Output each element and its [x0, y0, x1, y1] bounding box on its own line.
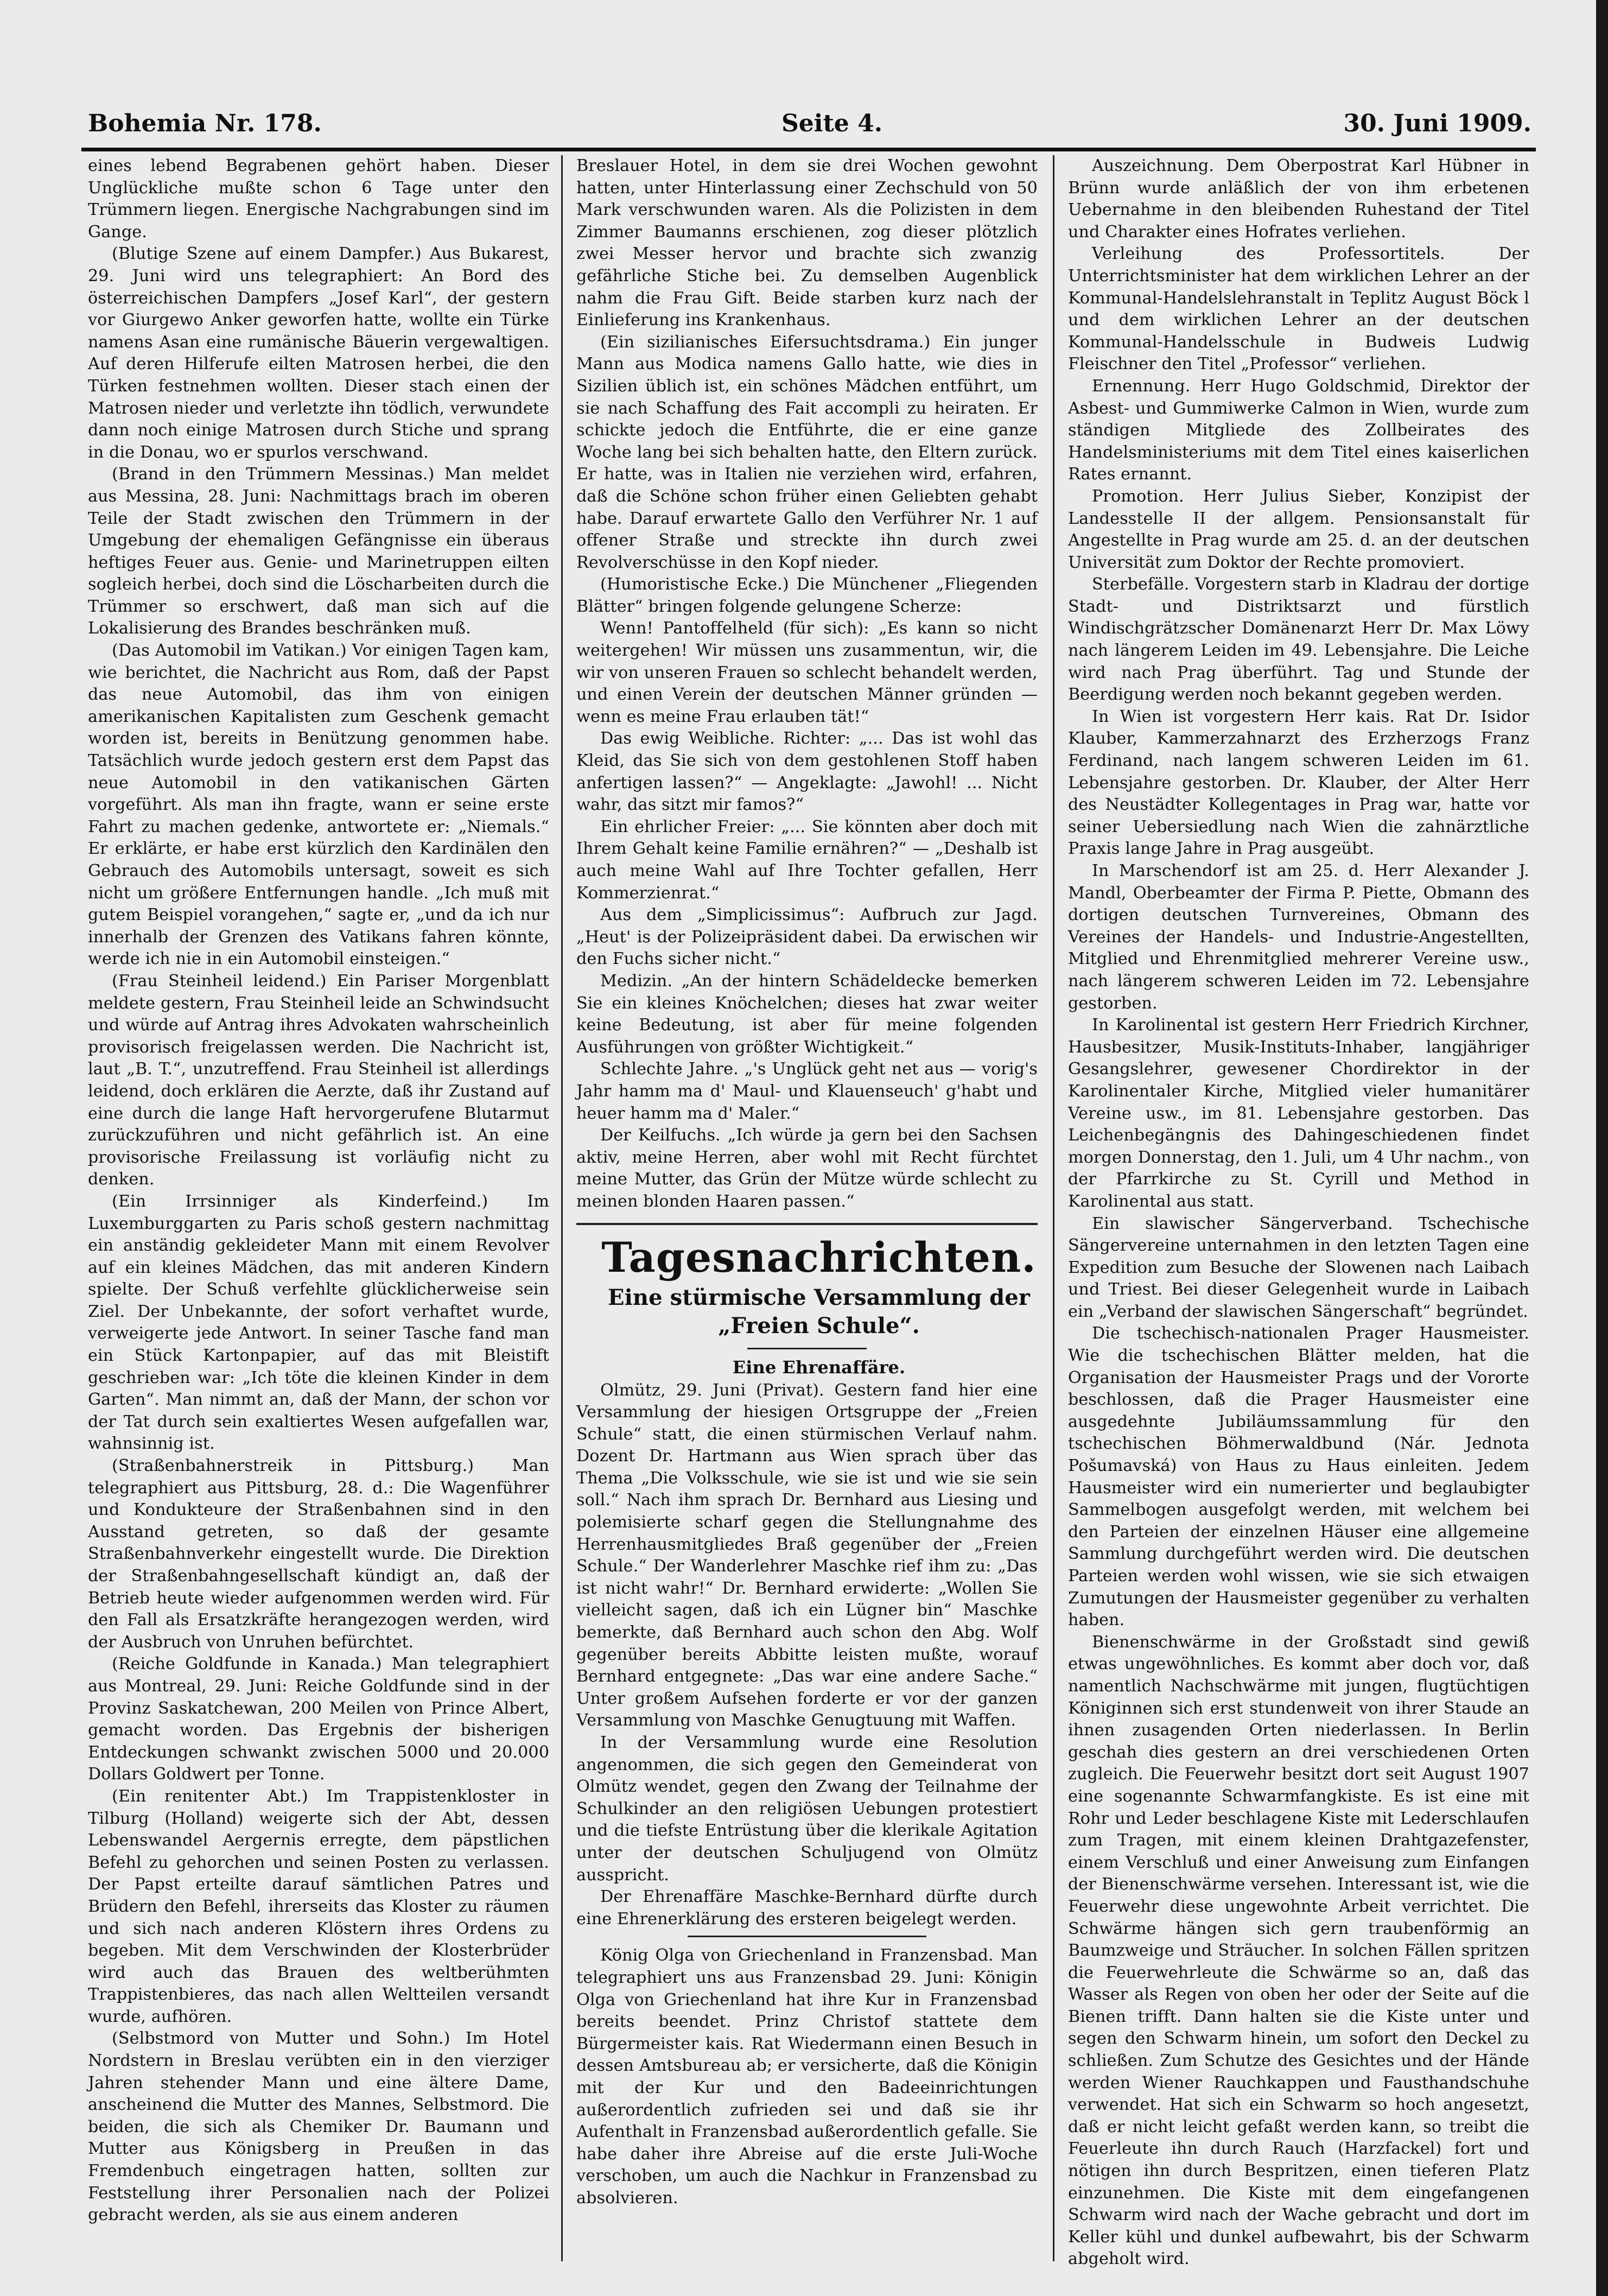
- article-paragraph: Sterbefälle. Vorgestern starb in Kladrau der dortige Stadt- und Distriktsarzt und fürstlich Windischgrätzscher Domänenarzt Herr Dr. Max Löwy nach längerem Leiden im 49. Lebensjahre. Die Leiche wird nach Prag überführt. Tag und Stunde der Beerdigung werden noch bekannt gegeben werden.: [1068, 575, 1529, 705]
- headline-rule: [747, 1348, 867, 1349]
- article-paragraph: (Selbstmord von Mutter und Sohn.) Im Hotel Nordstern in Breslau verübten ein in den vierziger Jahren stehender Mann und eine ältere Dame, anscheinend die Mutter des Mannes, Selbstmord. Die beiden, die sich als Chemiker Dr. Baumann und Mutter aus Königsberg in Preußen in das Fremdenbuch eingetragen hatten, sollten zur Feststellung ihrer Personalien nach der Polizei gebracht werden, als sie aus einem anderen: [88, 2029, 549, 2225]
- article-paragraph: (Reiche Goldfunde in Kanada.) Man telegraphiert aus Montreal, 29. Juni: Reiche Goldfunde sind in der Provinz Saskatchewan, 200 Meilen von Prince Albert, gemacht worden. Das Ergebnis der bisherigen Entdeckungen schwankt zwischen 5000 und 20.000 Dollars Goldwert per Tonne.: [88, 1654, 549, 1784]
- article-paragraph: (Das Automobil im Vatikan.) Vor einigen Tagen kam, wie berichtet, die Nachricht aus Rom, daß der Papst das neue Automobil, das ihm von einigen amerikanischen Kapitalisten zum Geschenk gemacht worden ist, bereits in Benützung genommen habe. Tatsächlich wurde jedoch gestern erst dem Papst das neue Automobil in den vatikanischen Gärten vorgeführt. Als man ihn fragte, wann er seine erste Fahrt zu machen gedenke, antwortete er: „Niemals.“ Er erklärte, er habe erst kürzlich den Kardinälen den Gebrauch des Automobils untersagt, soweit es sich nicht um größere Entfernungen handle. „Ich muß mit gutem Beispiel vorangehen,“ sagte er, „und da ich nur innerhalb der Grenzen des Vatikans fahren könnte, werde ich nie in ein Automobil einsteigen.“: [88, 641, 549, 969]
- column-3: [1068, 155, 1529, 2270]
- article-paragraph: Die tschechisch-nationalen Prager Hausmeister. Wie die tschechischen Blätter melden, hat die Organisation der Hausmeister Prags und der Vororte beschlossen, daß die Prager Hausmeister eine ausgedehnte Jubiläumssammlung für den tschechischen Böhmerwaldbund (Nár. Jednota Pošumavská) von Haus zu Haus einleiten. Jedem Hausmeister wird ein numerierter und beglaubigter Sammelbogen ausgefolgt werden, mit welchem bei den Parteien der einzelnen Häuser eine allgemeine Sammlung durchgeführt werden wird. Die deutschen Parteien werden wohl wissen, wie sie sich etwaigen Zumutungen der Hausmeister gegenüber zu verhalten haben.: [1068, 1324, 1529, 1630]
- article-paragraph: In der Versammlung wurde eine Resolution angenommen, die sich gegen den Gemeinderat von Olmütz wendet, gegen den Zwang der Teilnahme der Schulkinder an den religiösen Uebungen protestiert und die tiefste Entrüstung über die klerikale Agitation unter der deutschen Schuljugend von Olmütz ausspricht.: [576, 1733, 1038, 1885]
- section-rule: [576, 1223, 1038, 1225]
- article-paragraph: Der Keilfuchs. „Ich würde ja gern bei den Sachsen aktiv, meine Herren, aber wohl mit Recht fürchtet meine Mutter, das Grün der Mütze würde schlecht zu meinen blonden Haaren passen.“: [576, 1126, 1038, 1211]
- column-divider: [1053, 155, 1054, 2261]
- newspaper-page: [81, 60, 1536, 2269]
- article-paragraph: eines lebend Begrabenen gehört haben. Dieser Unglückliche mußte schon 6 Tage unter den Trümmern liegen. Energische Nachgrabungen sind im Gange.: [88, 156, 549, 242]
- article-paragraph: König Olga von Griechenland in Franzensbad. Man telegraphiert uns aus Franzensbad 29. Juni: Königin Olga von Griechenland hat ihre Kur in Franzensbad bereits beendet. Prinz Christof stattete dem Bürgermeister kais. Rat Wiedermann einen Besuch in dessen Amtsbureau ab; er versicherte, daß die Königin mit der Kur und den Badeeinrichtungen außerordentlich zufrieden sei und daß sie ihr Aufenthalt in Franzensbad außerordentlich gefalle. Sie habe daher ihre Abreise auf die erste Juli-Woche verschoben, um auch die Nachkur in Franzensbad zu absolvieren.: [576, 1946, 1038, 2208]
- article-separator: [688, 1936, 926, 1937]
- column-2: [576, 155, 1038, 2209]
- article-paragraph: Der Ehrenaffäre Maschke-Bernhard dürfte durch eine Ehrenerklärung des ersteren beigelegt werden.: [576, 1887, 1038, 1929]
- scan-border: [1596, 0, 1608, 2296]
- article-paragraph: In Wien ist vorgestern Herr kais. Rat Dr. Isidor Klauber, Kammerzahnarzt des Erzherzogs Franz Ferdinand, nach langem schweren Leiden im 61. Lebensjahre gestorben. Dr. Klauber, der Alter Herr des Neustädter Kollegentages in Prag war, hatte vor seiner Uebersiedlung nach Wien die zahnärztliche Praxis lange Jahre in Prag ausgeübt.: [1068, 707, 1529, 859]
- header-rule: [81, 148, 1536, 151]
- article-paragraph: (Ein Irrsinniger als Kinderfeind.) Im Luxemburggarten zu Paris schoß gestern nachmittag ein anständig gekleideter Mann mit einem Revolver auf ein kleines Mädchen, das mit anderen Kindern spielte. Der Schuß verfehlte glücklicherweise sein Ziel. Der Unbekannte, der sofort verhaftet wurde, verweigerte jede Antwort. In seiner Tasche fand man ein Stück Kartonpapier, auf das mit Bleistift geschrieben war: „Ich töte die kleinen Kinder in dem Garten“. Man nimmt an, daß der Mann, der schon vor der Tat durch sein exaltiertes Wesen aufgefallen war, wahnsinnig ist.: [88, 1191, 549, 1454]
- article-paragraph: Wenn! Pantoffelheld (für sich): „Es kann so nicht weitergehen! Wir müssen uns zusammentun, wir, die wir von unseren Frauen so schlecht behandelt werden, und einen Verein der deutschen Männer gründen — wenn es meine Frau erlauben tät!“: [576, 619, 1038, 726]
- article-paragraph: Ein ehrlicher Freier: „... Sie könnten aber doch mit Ihrem Gehalt keine Familie ernähren?“ — „Deshalb ist auch meine Wahl auf Ihre Tochter gefallen, Herr Kommerzienrat.“: [576, 817, 1038, 903]
- article-paragraph: Das ewig Weibliche. Richter: „... Das ist wohl das Kleid, das Sie sich von dem gestohlenen Stoff haben anfertigen lassen?“ — Angeklagte: „Jawohl! ... Nicht wahr, das sitzt mir famos?“: [576, 729, 1038, 815]
- masthead: [81, 110, 1536, 142]
- article-paragraph: Promotion. Herr Julius Sieber, Konzipist der Landesstelle II der allgem. Pensionsanstalt für Angestellte in Prag wurde am 25. d. an der deutschen Universität zum Doktor der Rechte promoviert.: [1068, 486, 1529, 572]
- page-number: Seite 4.: [781, 110, 883, 137]
- headline: „Freien Schule“.: [718, 1312, 920, 1339]
- article-paragraph: Aus dem „Simplicissimus“: Aufbruch zur Jagd. „Heut' is der Polizeipräsident dabei. Da erwischen wir den Fuchs sicher nicht.“: [576, 905, 1038, 969]
- article-paragraph: In Marschendorf ist am 25. d. Herr Alexander J. Mandl, Oberbeamter der Firma P. Piette, Obmann des dortigen deutschen Turnvereines, Obmann des Vereines der Handels- und Industrie-Angestellten, Mitglied und Ehrenmitglied mehrerer Vereine usw., nach längerem schweren Leiden im 72. Lebensjahre gestorben.: [1068, 861, 1529, 1013]
- headline: Eine stürmische Versammlung der: [608, 1284, 1030, 1310]
- article-paragraph: (Blutige Szene auf einem Dampfer.) Aus Bukarest, 29. Juni wird uns telegraphiert: An Bord des österreichischen Dampfers „Josef Karl“, der gestern vor Giurgewo Anker geworfen hatte, wollte ein Türke namens Asan eine rumänische Bäuerin vergewaltigen. Auf deren Hilferufe eilten Matrosen herbei, die den Türken festnehmen wollten. Dieser stach einen der Matrosen nieder und verletzte ihn tödlich, verwundete dann noch einige Matrosen durch Stiche und sprang in die Donau, wo er spurlos verschwand.: [88, 244, 549, 462]
- article-paragraph: Olmütz, 29. Juni (Privat). Gestern fand hier eine Versammlung der hiesigen Ortsgruppe der „Freien Schule“ statt, die einen stürmischen Verlauf nahm. Dozent Dr. Hartmann aus Wien sprach über das Thema „Die Volksschule, wie sie ist und wie sie sein soll.“ Nach ihm sprach Dr. Bernhard aus Liesing und polemisierte scharf gegen die Stellungnahme des Herrenhausmitgliedes Braß gegenüber der „Freien Schule.“ Der Wanderlehrer Maschke rief ihm zu: „Das ist nicht wahr!“ Dr. Bernhard erwiderte: „Wollen Sie vielleicht sagen, daß ich ein Lügner bin“ Maschke bemerkte, daß Bernhard auch schon den Abg. Wolf gegenüber bereits Abbitte leisten mußte, worauf Bernhard entgegnete: „Das war eine andere Sache.“ Unter großem Aufsehen forderte er vor der ganzen Versammlung von Maschke Genugtuung mit Waffen.: [576, 1380, 1038, 1730]
- article-paragraph: (Ein sizilianisches Eifersuchtsdrama.) Ein junger Mann aus Modica namens Gallo hatte, wie dies in Sizilien üblich ist, ein schönes Mädchen entführt, um sie nach Schaffung des Fait accompli zu heiraten. Er schickte jedoch die Entführte, die er eine ganze Woche lang bei sich behalten hatte, den Eltern zurück. Er hatte, was in Italien nie verziehen wird, erfahren, daß die Schöne schon früher einen Geliebten gehabt habe. Darauf erwartete Gallo den Verführer Nr. 1 auf offener Straße und streckte ihn durch zwei Revolverschüsse in den Kopf nieder.: [576, 332, 1038, 572]
- column-1: [88, 155, 549, 2227]
- article-paragraph: (Ein renitenter Abt.) Im Trappistenkloster in Tilburg (Holland) weigerte sich der Abt, dessen Lebenswandel Aergernis erregte, dem päpstlichen Befehl zu gehorchen und seinen Posten zu verlassen. Der Papst erteilte darauf sämtlichen Patres und Brüdern den Befehl, ihrerseits das Kloster zu räumen und sich nach anderen Klöstern ihres Ordens zu begeben. Mit dem Verschwinden der Klosterbrüder wird auch das Brauen des weltberühmten Trappistenbieres, das nach allen Weltteilen versandt wurde, aufhören.: [88, 1786, 549, 2026]
- article-paragraph: (Straßenbahnerstreik in Pittsburg.) Man telegraphiert aus Pittsburg, 28. d.: Die Wagenführer und Kondukteure der Straßenbahnen sind in den Ausstand getreten, so daß der gesamte Straßenbahnverkehr eingestellt wurde. Die Direktion der Straßenbahngesellschaft kündigt an, daß der Betrieb heute wieder aufgenommen werden wird. Für den Fall als Ersatzkräfte herangezogen werden, wird der Ausbruch von Unruhen befürchtet.: [88, 1456, 549, 1652]
- article-paragraph: Schlechte Jahre. „'s Unglück geht net aus — vorig's Jahr hamm ma d' Maul- und Klauenseuch' g'habt und heuer hamm ma d' Maler.“: [576, 1060, 1038, 1123]
- article-paragraph: (Frau Steinheil leidend.) Ein Pariser Morgenblatt meldete gestern, Frau Steinheil leide an Schwindsucht und würde auf Antrag ihres Advokaten wahrscheinlich provisorisch freigelassen werden. Die Nachricht ist, laut „B. T.“, unzutreffend. Frau Steinheil ist allerdings leidend, doch erklären die Aerzte, daß ihr Zustand auf eine durch die lange Haft hervorgerufene Blutarmut zurückzuführen und nicht gefährlich ist. An eine provisorische Freilassung ist vorläufig nicht zu denken.: [88, 971, 549, 1189]
- article-paragraph: Ein slawischer Sängerverband. Tschechische Sängervereine unternahmen in den letzten Tagen eine Expedition zum Besuche der Slowenen nach Laibach und Triest. Bei dieser Gelegenheit wurde in Laibach ein „Verband der slawischen Sängerschaft“ begründet.: [1068, 1214, 1529, 1321]
- article-paragraph: Verleihung des Professortitels. Der Unterrichtsminister hat dem wirklichen Lehrer an der Kommunal-Handelslehranstalt in Teplitz August Böck l und dem wirklichen Lehrer an der deutschen Kommunal-Handelsschule in Budweis Ludwig Fleischner den Titel „Professor“ verliehen.: [1068, 244, 1529, 374]
- article-paragraph: In Karolinental ist gestern Herr Friedrich Kirchner, Hausbesitzer, Musik-Instituts-Inhaber, langjähriger Gesangslehrer, gewesener Chordirektor in der Karolinentaler Kirche, Mitglied vieler humanitärer Vereine usw., im 81. Lebensjahre gestorben. Das Leichenbegängnis des Dahingeschiedenen findet morgen Donnerstag, den 1. Juli, um 4 Uhr nachm., von der Pfarrkirche zu St. Cyrill und Method in Karolinental aus statt.: [1068, 1016, 1529, 1211]
- subheadline: Eine Ehrenaffäre.: [732, 1356, 906, 1378]
- article-paragraph: Breslauer Hotel, in dem sie drei Wochen gewohnt hatten, unter Hinterlassung einer Zechschuld von 50 Mark verschwunden waren. Als die Polizisten in dem Zimmer Baumanns erschienen, zog dieser plötzlich zwei Messer hervor und brachte sich zwanzig gefährliche Stiche bei. Zu demselben Augenblick nahm die Frau Gift. Beide starben kurz nach der Einlieferung ins Krankenhaus.: [576, 156, 1038, 330]
- issue-number: Bohemia Nr. 178.: [88, 110, 322, 137]
- column-divider: [561, 155, 563, 2261]
- article-paragraph: Bienenschwärme in der Großstadt sind gewiß etwas ungewöhnliches. Es kommt aber doch vor, daß namentlich Nachschwärme mit jungen, flugtüchtigen Königinnen sich erst stundenweit von ihrer Staude an ihnen zusagenden Orten niederlassen. In Berlin geschah dies gestern an drei verschiedenen Orten zugleich. Die Feuerwehr besitzt dort seit August 1907 eine sogenannte Schwarmfangkiste. Es ist eine mit Rohr und Leder beschlagene Kiste mit Lederschlaufen zum Tragen, mit einem kleinen Drahtgazefenster, einem Verschluß und einer Anweisung zum Einfangen der Bienenschwärme versehen. Interessant ist, wie die Feuerwehr diese ungewohnte Arbeit verrichtet. Die Schwärme hängen sich gern traubenförmig an Baumzweige und Sträucher. In solchen Fällen spritzen die Feuerwehrleute die Schwärme so an, daß das Wasser als Regen von oben her oder der Seite auf die Bienen trifft. Dann halten sie die Kiste unter und segen den Schwarm hinein, um sofort den Deckel zu schließen. Zum Schutze des Gesichtes und der Hände werden Wiener Rauchkappen und Fausthandschuhe verwendet. Hat sich ein Schwarm so hoch angesetzt, daß er nicht leicht gefaßt werden kann, so treibt die Feuerleute ihn durch Rauch (Harzfackel) fort und nötigen ihn durch Bespritzen, einen tieferen Platz einzunehmen. Die Kiste mit dem eingefangenen Schwarm wird nach der Wache gebracht und dort im Keller kühl und dunkel aufbewahrt, bis der Schwarm abgeholt wird.: [1068, 1632, 1529, 2269]
- issue-date: 30. Juni 1909.: [1343, 110, 1531, 137]
- article-paragraph: Ernennung. Herr Hugo Goldschmid, Direktor der Asbest- und Gummiwerke Calmon in Wien, wurde zum ständigen Mitgliede des Zollbeirates des Handelsministeriums mit dem Titel eines kaiserlichen Rates ernannt.: [1068, 376, 1529, 484]
- section-title: Tagesnachrichten.: [601, 1233, 1037, 1282]
- article-paragraph: (Humoristische Ecke.) Die Münchener „Fliegenden Blätter“ bringen folgende gelungene Scherze:: [576, 575, 1038, 616]
- article-paragraph: Medizin. „An der hintern Schädeldecke bemerken Sie ein kleines Knöchelchen; dieses hat zwar weiter keine Bedeutung, ist aber für meine folgenden Ausführungen von größter Wichtigkeit.“: [576, 971, 1038, 1057]
- article-paragraph: Auszeichnung. Dem Oberpostrat Karl Hübner in Brünn wurde anläßlich der von ihm erbetenen Uebernahme in den bleibenden Ruhestand der Titel und Charakter eines Hofrates verliehen.: [1068, 156, 1529, 242]
- article-paragraph: (Brand in den Trümmern Messinas.) Man meldet aus Messina, 28. Juni: Nachmittags brach im oberen Teile der Stadt zwischen den Trümmern in der Umgebung der ehemaligen Gefängnisse ein überaus heftiges Feuer aus. Genie- und Marinetruppen eilten sogleich herbei, doch sind die Löscharbeiten durch die Trümmer so erschwert, daß man sich auf die Lokalisierung des Brandes beschränken muß.: [88, 465, 549, 638]
